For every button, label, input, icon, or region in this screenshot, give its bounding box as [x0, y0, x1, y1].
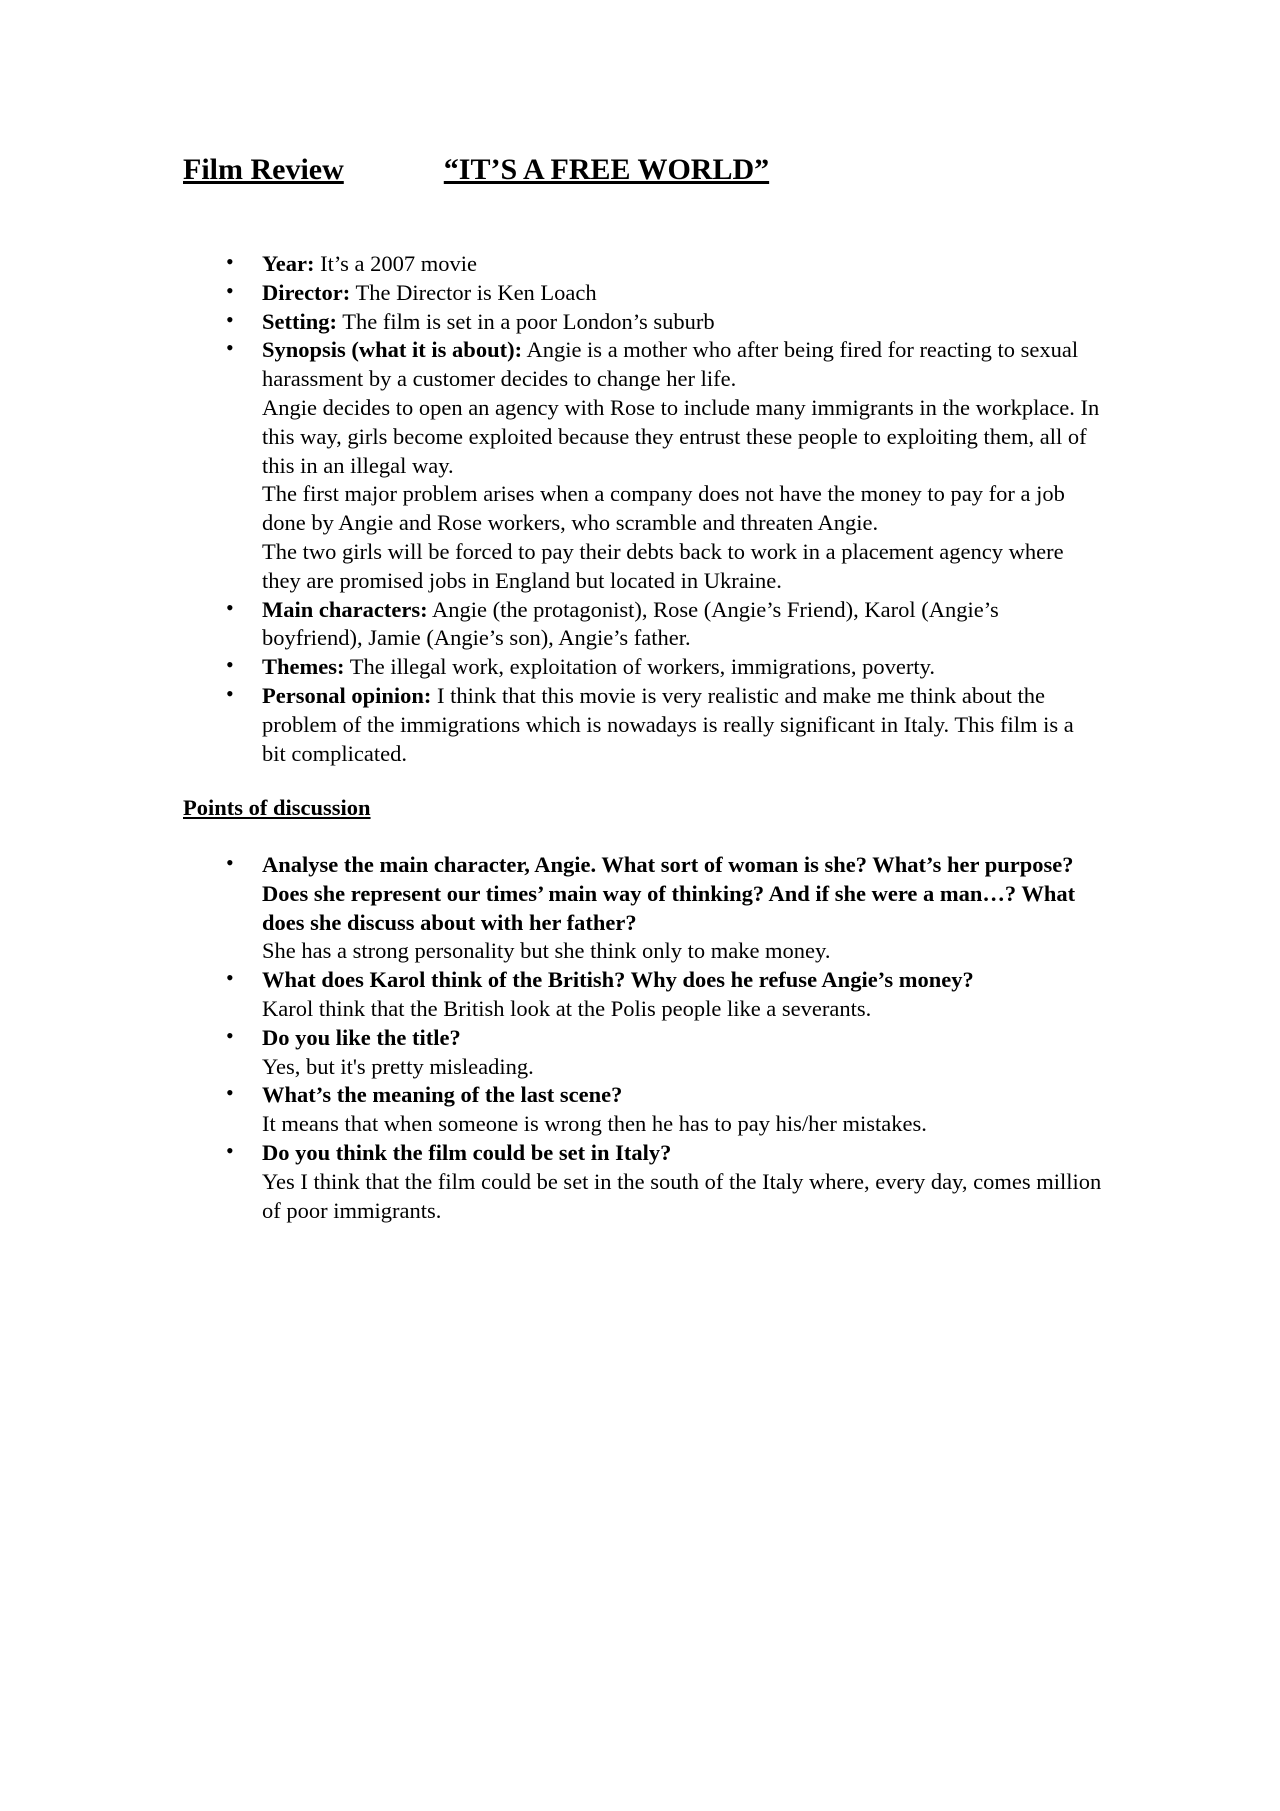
- fact-label: Setting:: [262, 308, 337, 334]
- discussion-answer: It means that when someone is wrong then he has to pay his/her mistakes.: [262, 1111, 927, 1137]
- fact-text: The Director is Ken Loach: [350, 279, 597, 305]
- discussion-item: [183, 851, 1103, 966]
- title-film-review: Film Review: [183, 153, 344, 186]
- fact-label: Director:: [262, 279, 351, 305]
- discussion-item: [183, 1139, 1103, 1225]
- fact-text: The film is set in a poor London’s suburb: [337, 308, 715, 334]
- fact-label: Themes:: [262, 654, 345, 680]
- discussion-item: [183, 966, 1103, 1024]
- discussion-question: • What’s the meaning of the last scene?: [262, 1082, 623, 1108]
- fact-item-themes: [183, 653, 1103, 682]
- fact-label: Main characters:: [262, 596, 428, 622]
- fact-text: The illegal work, exploitation of workers, immigrations, poverty.: [344, 654, 936, 680]
- discussion-answer: Karol think that the British look at the Polis people like a severants.: [262, 995, 872, 1021]
- discussion-item: [183, 1024, 1103, 1082]
- synopsis-paragraph: The first major problem arises when a company does not have the money to pay for a job done by Angie and Rose workers, who scramble and threaten Angie.: [262, 481, 1065, 536]
- discussion-answer: Yes I think that the film could be set in the south of the Italy where, every day, comes million of poor immigrants.: [262, 1168, 1102, 1223]
- discussion-heading: Points of discussion: [183, 795, 371, 820]
- fact-item-setting: [183, 308, 1103, 337]
- fact-text: It’s a 2007 movie: [314, 251, 477, 276]
- fact-item-personal-opinion: [183, 682, 1103, 768]
- discussion-question: • What does Karol think of the British? Why does he refuse Angie’s money?: [262, 967, 974, 993]
- synopsis-paragraph: Angie decides to open an agency with Rose to include many immigrants in the workplace. In this way, girls become exploited because they entrust these people to exploiting them, all of this in an illegal way.: [262, 394, 1100, 478]
- fact-label: Synopsis (what it is about):: [262, 337, 523, 363]
- fact-label: Personal opinion:: [262, 682, 432, 708]
- fact-item-synopsis: [183, 336, 1103, 595]
- fact-text: I think that this movie is very realistic and make me think about the problem of the immigrations which is nowadays is really significant in Italy. This film is a bit complicated.: [262, 682, 1074, 766]
- fact-text: Angie (the protagonist), Rose (Angie’s Friend), Karol (Angie’s boyfriend), Jamie (Angie’s son), Angie’s father.: [262, 596, 999, 651]
- discussion-list: [183, 851, 1103, 1225]
- discussion-question: • Analyse the main character, Angie. What sort of woman is she? What’s her purpose? Does she represent our times’ main way of thinking? And if she were a man…? What does she discuss about with her father?: [262, 852, 1076, 935]
- discussion-item: [183, 1081, 1103, 1139]
- fact-text: Angie is a mother who after being fired for reacting to sexual harassment by a customer decides to change her life.: [262, 337, 1079, 392]
- fact-item-year: [183, 250, 1103, 279]
- fact-label: Year:: [262, 251, 315, 276]
- title-spacer: [344, 150, 444, 190]
- film-facts-list: [183, 250, 1103, 768]
- discussion-question: • Do you think the film could be set in Italy?: [262, 1139, 672, 1165]
- title-film-name: “IT’S A FREE WORLD”: [443, 153, 770, 186]
- fact-item-main-characters: [183, 596, 1103, 654]
- fact-item-director: [183, 279, 1103, 308]
- discussion-answer: Yes, but it's pretty misleading.: [262, 1053, 534, 1079]
- synopsis-paragraph: The two girls will be forced to pay their debts back to work in a placement agency where they are promised jobs in England but located in Ukraine.: [262, 538, 1064, 593]
- discussion-question: • Do you like the title?: [262, 1024, 461, 1050]
- discussion-answer: She has a strong personality but she think only to make money.: [262, 938, 831, 964]
- document-title: [183, 150, 769, 190]
